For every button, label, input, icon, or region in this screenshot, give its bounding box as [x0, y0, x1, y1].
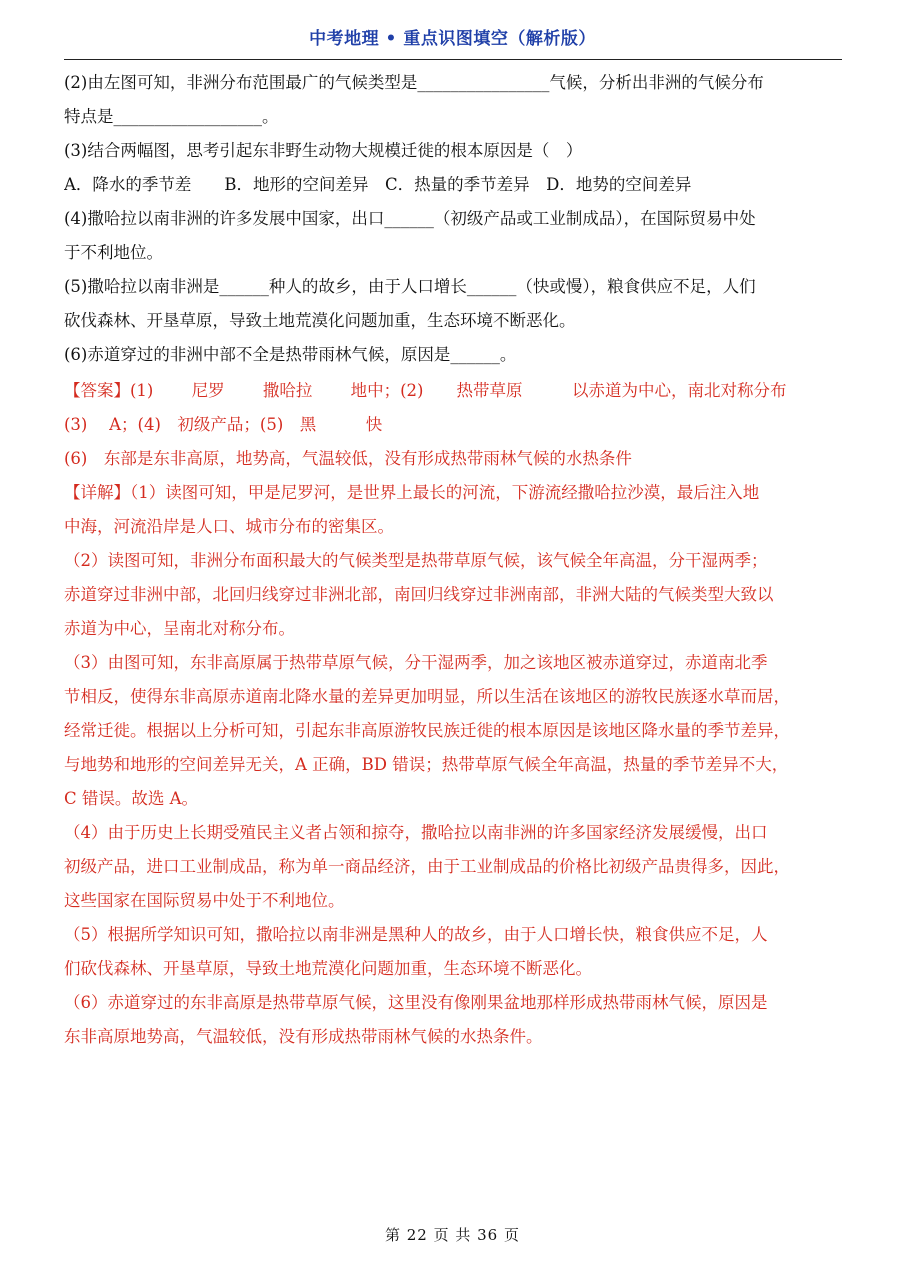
analysis-line: 东非高原地势高，气温较低，没有形成热带雨林气候的水热条件。 — [64, 1027, 543, 1046]
header-divider — [64, 59, 842, 60]
analysis-block — [64, 476, 842, 1054]
analysis-line: （2）读图可知，非洲分布面积最大的气候类型是热带草原气候，该气候全年高温，分干湿两季； — [64, 551, 768, 570]
question-line: A．降水的季节差 B．地形的空间差异 C．热量的季节差异 D．地势的空间差异 — [64, 175, 692, 194]
analysis-line: 与地势和地形的空间差异无关，A 正确，BD 错误；热带草原气候全年高温，热量的季节差异不大， — [64, 755, 789, 774]
question-line: 砍伐森林、开垦草原，导致土地荒漠化问题加重，生态环境不断恶化。 — [64, 311, 576, 330]
analysis-line: 【详解】（1）读图可知，甲是尼罗河，是世界上最长的河流，下游流经撒哈拉沙漠，最后注入地 — [64, 483, 760, 502]
analysis-line: 们砍伐森林、开垦草原，导致土地荒漠化问题加重，生态环境不断恶化。 — [64, 959, 592, 978]
analysis-line: 节相反，使得东非高原赤道南北降水量的差异更加明显，所以生活在该地区的游牧民族逐水草而居， — [64, 687, 790, 706]
page-content — [64, 66, 842, 1054]
analysis-line: 中海，河流沿岸是人口、城市分布的密集区。 — [64, 517, 394, 536]
question-line: (5)撒哈拉以南非洲是______种人的故乡，由于人口增长______（快或慢），粮食供应不足，人们 — [64, 277, 756, 296]
question-block — [64, 66, 842, 372]
question-line: (2)由左图可知，非洲分布范围最广的气候类型是________________气候，分析出非洲的气候分布 — [64, 73, 764, 92]
analysis-line: （3）由图可知，东非高原属于热带草原气候，分干湿两季，加之该地区被赤道穿过，赤道南北季 — [64, 653, 768, 672]
analysis-line: 经常迁徙。根据以上分析可知，引起东非高原游牧民族迁徙的根本原因是该地区降水量的季节差异， — [64, 721, 790, 740]
question-line: 特点是__________________。 — [64, 107, 279, 126]
answer-line: (3) A；(4) 初级产品；(5) 黑 快 — [64, 415, 383, 434]
question-line: (4)撒哈拉以南非洲的许多发展中国家，出口______（初级产品或工业制成品），在国际贸易中处 — [64, 209, 756, 228]
analysis-line: C 错误。故选 A。 — [64, 789, 199, 808]
analysis-line: 赤道穿过非洲中部，北回归线穿过非洲北部，南回归线穿过非洲南部，非洲大陆的气候类型大致以 — [64, 585, 774, 604]
answer-line: 【答案】(1) 尼罗 撒哈拉 地中；(2) 热带草原 以赤道为中心，南北对称分布 — [64, 381, 787, 400]
page-number: 第 22 页 共 36 页 — [384, 1226, 520, 1244]
analysis-line: 这些国家在国际贸易中处于不利地位。 — [64, 891, 345, 910]
question-line: (6)赤道穿过的非洲中部不全是热带雨林气候，原因是______。 — [64, 345, 517, 364]
answer-block — [64, 374, 842, 476]
answer-line: (6) 东部是东非高原，地势高，气温较低，没有形成热带雨林气候的水热条件 — [64, 449, 632, 468]
analysis-line: （5）根据所学知识可知，撒哈拉以南非洲是黑种人的故乡，由于人口增长快，粮食供应不足，人 — [64, 925, 768, 944]
analysis-line: （4）由于历史上长期受殖民主义者占领和掠夺，撒哈拉以南非洲的许多国家经济发展缓慢，出口 — [64, 823, 768, 842]
question-line: 于不利地位。 — [64, 243, 163, 262]
page-header-title: 中考地理 • 重点识图填空（解析版） — [309, 29, 596, 49]
analysis-line: 初级产品，进口工业制成品，称为单一商品经济，由于工业制成品的价格比初级产品贵得多，因此， — [64, 857, 790, 876]
analysis-line: （6）赤道穿过的东非高原是热带草原气候，这里没有像刚果盆地那样形成热带雨林气候，原因是 — [64, 993, 768, 1012]
question-line: (3)结合两幅图，思考引起东非野生动物大规模迁徙的根本原因是（ ） — [64, 141, 583, 160]
analysis-line: 赤道为中心，呈南北对称分布。 — [64, 619, 295, 638]
